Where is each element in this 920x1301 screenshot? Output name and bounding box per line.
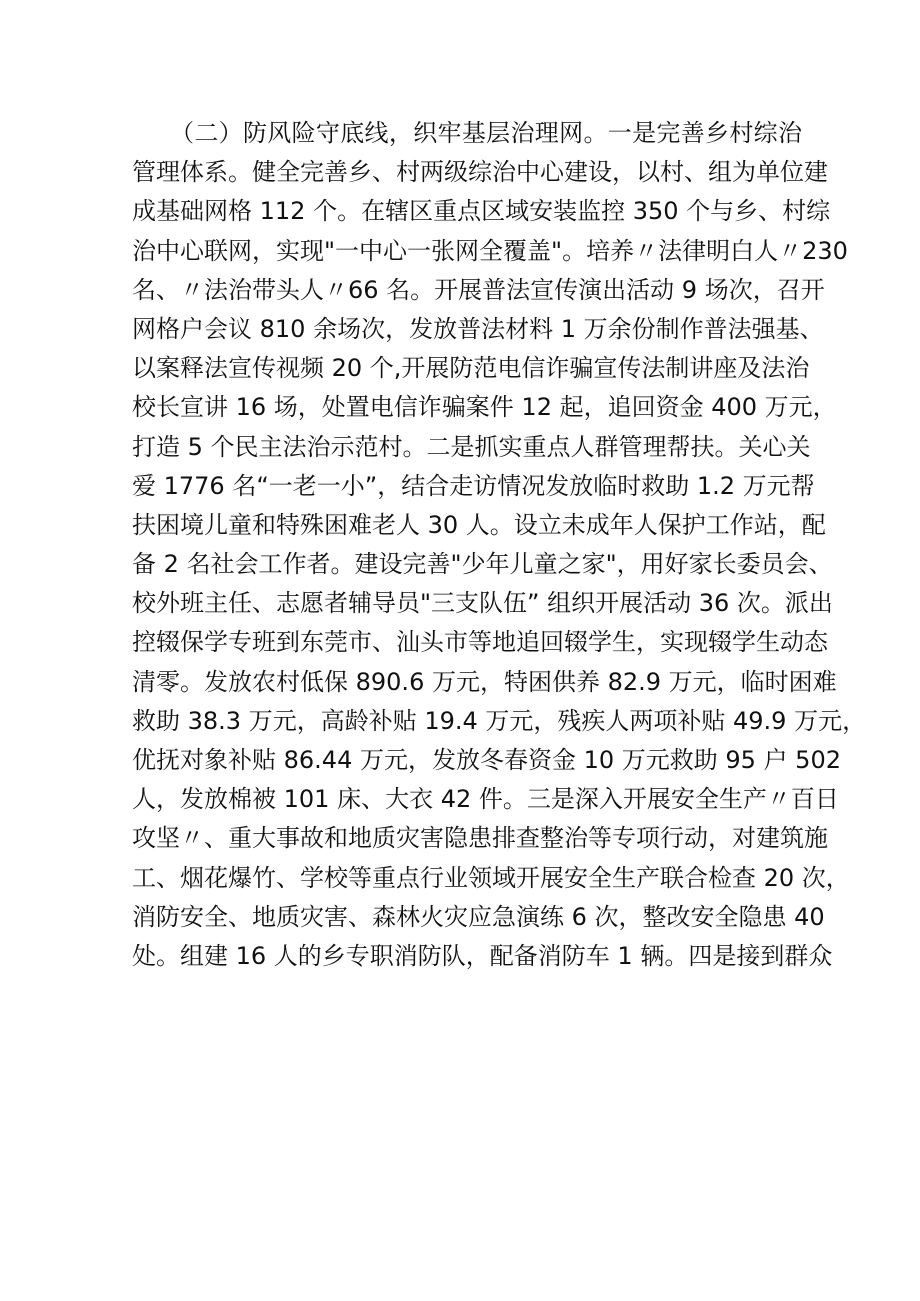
text-line: 名、〃法治带头人〃66 名。开展普法宣传演出活动 9 场次，召开 xyxy=(132,275,825,304)
text-line: 校外班主任、志愿者辅导员"三支队伍” 组织开展活动 36 次。派出 xyxy=(132,589,833,618)
text-line: 清零。发放农村低保 890.6 万元，特困供养 82.9 万元，临时困难 xyxy=(132,667,837,696)
text-line: （二）防风险守底线，织牢基层治理网。一是完善乡村综治 xyxy=(170,119,802,147)
text-line: 网格户会议 810 余场次，发放普法材料 1 万余份制作普法强基、 xyxy=(132,314,824,343)
text-line: 攻坚〃、重大事故和地质灾害隐患排查整治等专项行动，对建筑施 xyxy=(132,824,828,853)
text-line: 优抚对象补贴 86.44 万元，发放冬春资金 10 万元救助 95 户 502 xyxy=(132,746,841,774)
text-line: 扶困境儿童和特殊困难老人 30 人。设立未成年人保护工作站，配 xyxy=(132,510,826,539)
text-line: 工、烟花爆竹、学校等重点行业领域开展安全生产联合检查 20 次， xyxy=(132,863,850,892)
text-line: 成基础网格 112 个。在辖区重点区域安装监控 350 个与乡、村综 xyxy=(132,197,831,226)
text-line: 校长宣讲 16 场，处置电信诈骗案件 12 起，追回资金 400 万元， xyxy=(132,393,837,422)
text-line: 爱 1776 名“一老一小”，结合走访情况发放临时救助 1.2 万元帮 xyxy=(132,471,815,500)
text-line: 备 2 名社会工作者。建设完善"少年儿童之家"，用好家长委员会、 xyxy=(132,550,833,579)
text-line: 治中心联网，实现"一中心一张网全覆盖"。培养〃法律明白人〃230 xyxy=(132,236,848,265)
text-line: 打造 5 个民主法治示范村。二是抓实重点人群管理帮扶。关心关 xyxy=(132,432,811,461)
text-line: 控辍保学专班到东莞市、汕头市等地追回辍学生，实现辍学生动态 xyxy=(132,628,828,657)
text-line: 管理体系。健全完善乡、村两级综治中心建设，以村、组为单位建 xyxy=(132,158,828,187)
text-line: 以案释法宣传视频 20 个,开展防范电信诈骗宣传法制讲座及法治 xyxy=(132,354,810,383)
text-line: 处。组建 16 人的乡专职消防队，配备消防车 1 辆。四是接到群众 xyxy=(132,941,833,970)
text-line: 救助 38.3 万元，高龄补贴 19.4 万元，残疾人两项补贴 49.9 万元， xyxy=(132,706,867,735)
text-line: 消防安全、地质灾害、森林火灾应急演练 6 次，整改安全隐患 40 xyxy=(132,902,825,931)
text-line: 人，发放棉被 101 床、大衣 42 件。三是深入开展安全生产〃百日 xyxy=(132,785,839,814)
body-paragraph xyxy=(132,114,867,976)
